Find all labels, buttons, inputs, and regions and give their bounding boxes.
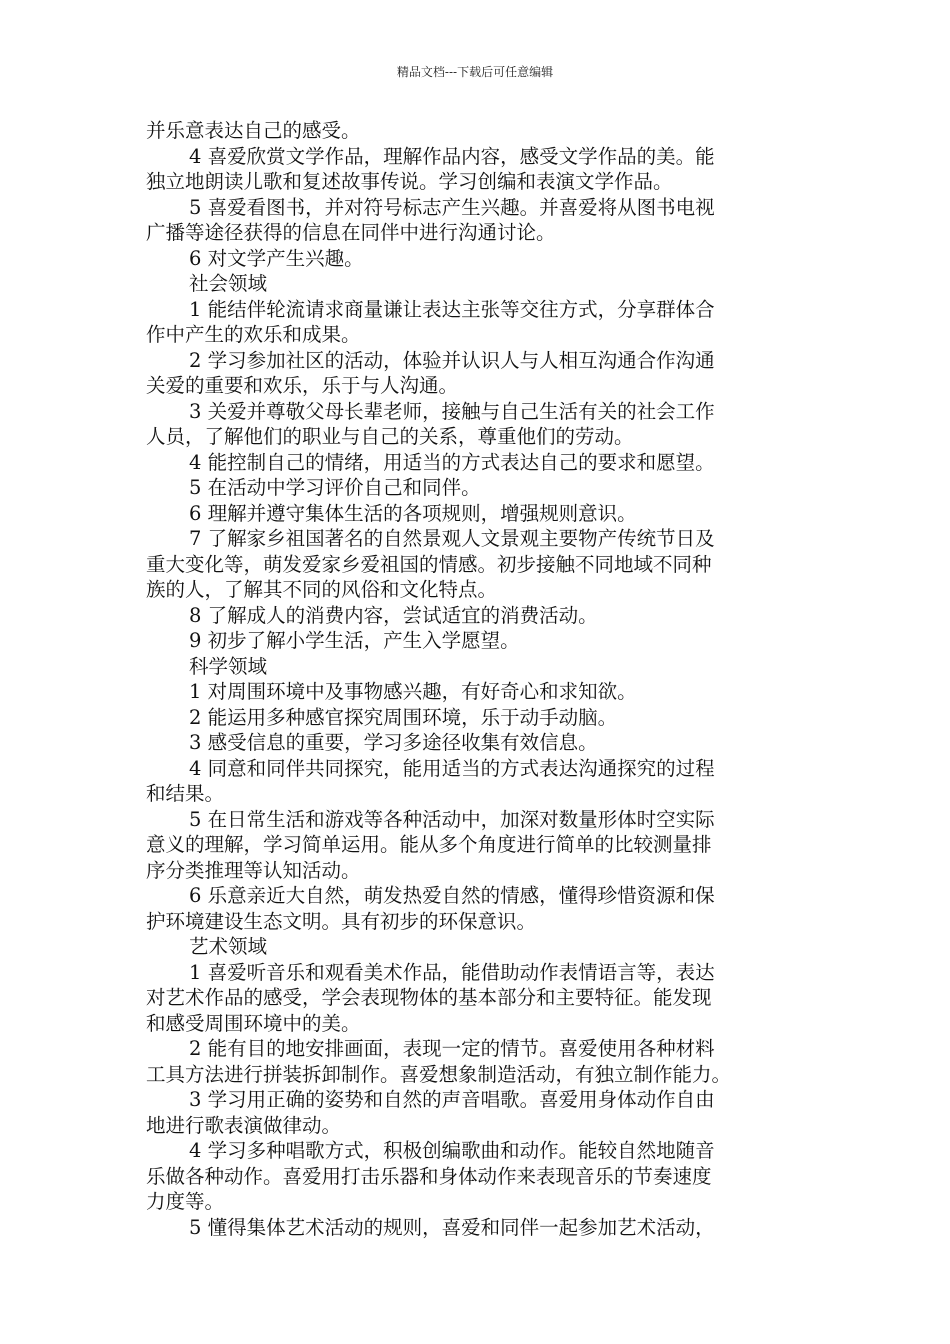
text-line: 4 喜爱欣赏文学作品，理解作品内容，感受文学作品的美。能 (189, 144, 715, 168)
text-line: 广播等途径获得的信息在同伴中进行沟通讨论。 (146, 221, 556, 244)
text-line: 作中产生的欢乐和成果。 (146, 323, 361, 346)
text-line: 3 学习用正确的姿势和自然的声音唱歌。喜爱用身体动作自由 (189, 1088, 715, 1111)
text-line: 3 关爱并尊敬父母长辈老师，接触与自己生活有关的社会工作 (189, 399, 715, 423)
text-line: 1 能结伴轮流请求商量谦让表达主张等交往方式，分享群体合 (189, 297, 715, 321)
text-line: 护环境建设生态文明。具有初步的环保意识。 (146, 909, 537, 933)
text-line: 和感受周围环境中的美。 (146, 1011, 361, 1035)
text-line: 4 同意和同伴共同探究，能用适当的方式表达沟通探究的过程 (189, 756, 715, 780)
text-line: 和结果。 (146, 782, 225, 805)
text-line: 地进行歌表演做律动。 (146, 1113, 342, 1137)
text-line: 人员，了解他们的职业与自己的关系，尊重他们的劳动。 (146, 425, 634, 448)
text-line: 3 感受信息的重要，学习多途径收集有效信息。 (189, 731, 598, 754)
text-line: 4 学习多种唱歌方式，积极创编歌曲和动作。能较自然地随音 (189, 1139, 715, 1162)
text-line: 5 喜爱看图书，并对符号标志产生兴趣。并喜爱将从图书电视 (189, 195, 715, 219)
text-line: 6 乐意亲近大自然，萌发热爱自然的情感，懂得珍惜资源和保 (189, 884, 715, 907)
text-line: 8 了解成人的消费内容，尝试适宜的消费活动。 (189, 603, 598, 627)
text-line: 社会领域 (189, 272, 268, 295)
text-line: 5 懂得集体艺术活动的规则，喜爱和同伴一起参加艺术活动， (189, 1215, 715, 1239)
text-line: 1 喜爱听音乐和观看美术作品，能借助动作表情语言等，表达 (189, 960, 715, 984)
text-line: 意义的理解，学习简单运用。能从多个角度进行简单的比较测量排 (146, 833, 712, 856)
document-body (146, 118, 808, 1240)
text-line: 4 能控制自己的情绪，用适当的方式表达自己的要求和愿望。 (189, 450, 715, 474)
page-header: 精品文档---下载后可任意编辑 (396, 65, 554, 79)
text-line: 力度等。 (146, 1190, 225, 1213)
text-line: 6 对文学产生兴趣。 (189, 246, 364, 270)
text-line: 2 能运用多种感官探究周围环境，乐于动手动脑。 (189, 705, 618, 729)
text-line: 乐做各种动作。喜爱用打击乐器和身体动作来表现音乐的节奏速度 (146, 1164, 712, 1188)
text-line: 重大变化等，萌发爱家乡爱祖国的情感。初步接触不同地域不同种 (146, 552, 712, 576)
text-line: 5 在日常生活和游戏等各种活动中，加深对数量形体时空实际 (189, 807, 715, 831)
text-line: 并乐意表达自己的感受。 (146, 119, 361, 142)
text-line: 序分类推理等认知活动。 (146, 858, 361, 882)
text-line: 关爱的重要和欢乐，乐于与人沟通。 (146, 374, 459, 397)
text-line: 1 对周围环境中及事物感兴趣，有好奇心和求知欲。 (189, 680, 637, 703)
text-line: 工具方法进行拼装拆卸制作。喜爱想象制造活动，有独立制作能力。 (146, 1062, 732, 1086)
text-line: 科学领域 (189, 654, 268, 678)
text-line: 对艺术作品的感受，学会表现物体的基本部分和主要特征。能发现 (146, 986, 712, 1009)
text-line: 9 初步了解小学生活，产生入学愿望。 (189, 629, 520, 652)
text-line: 6 理解并遵守集体生活的各项规则，增强规则意识。 (189, 501, 637, 525)
text-line: 2 能有目的地安排画面，表现一定的情节。喜爱使用各种材料 (189, 1037, 715, 1060)
text-line: 艺术领域 (189, 935, 268, 958)
text-line: 族的人，了解其不同的风俗和文化特点。 (146, 578, 498, 601)
text-line: 5 在活动中学习评价自己和同伴。 (189, 476, 481, 499)
text-line: 7 了解家乡祖国著名的自然景观人文景观主要物产传统节日及 (189, 527, 715, 550)
text-line: 独立地朗读儿歌和复述故事传说。学习创编和表演文学作品。 (146, 170, 673, 193)
text-line: 2 学习参加社区的活动，体验并认识人与人相互沟通合作沟通 (189, 348, 715, 372)
